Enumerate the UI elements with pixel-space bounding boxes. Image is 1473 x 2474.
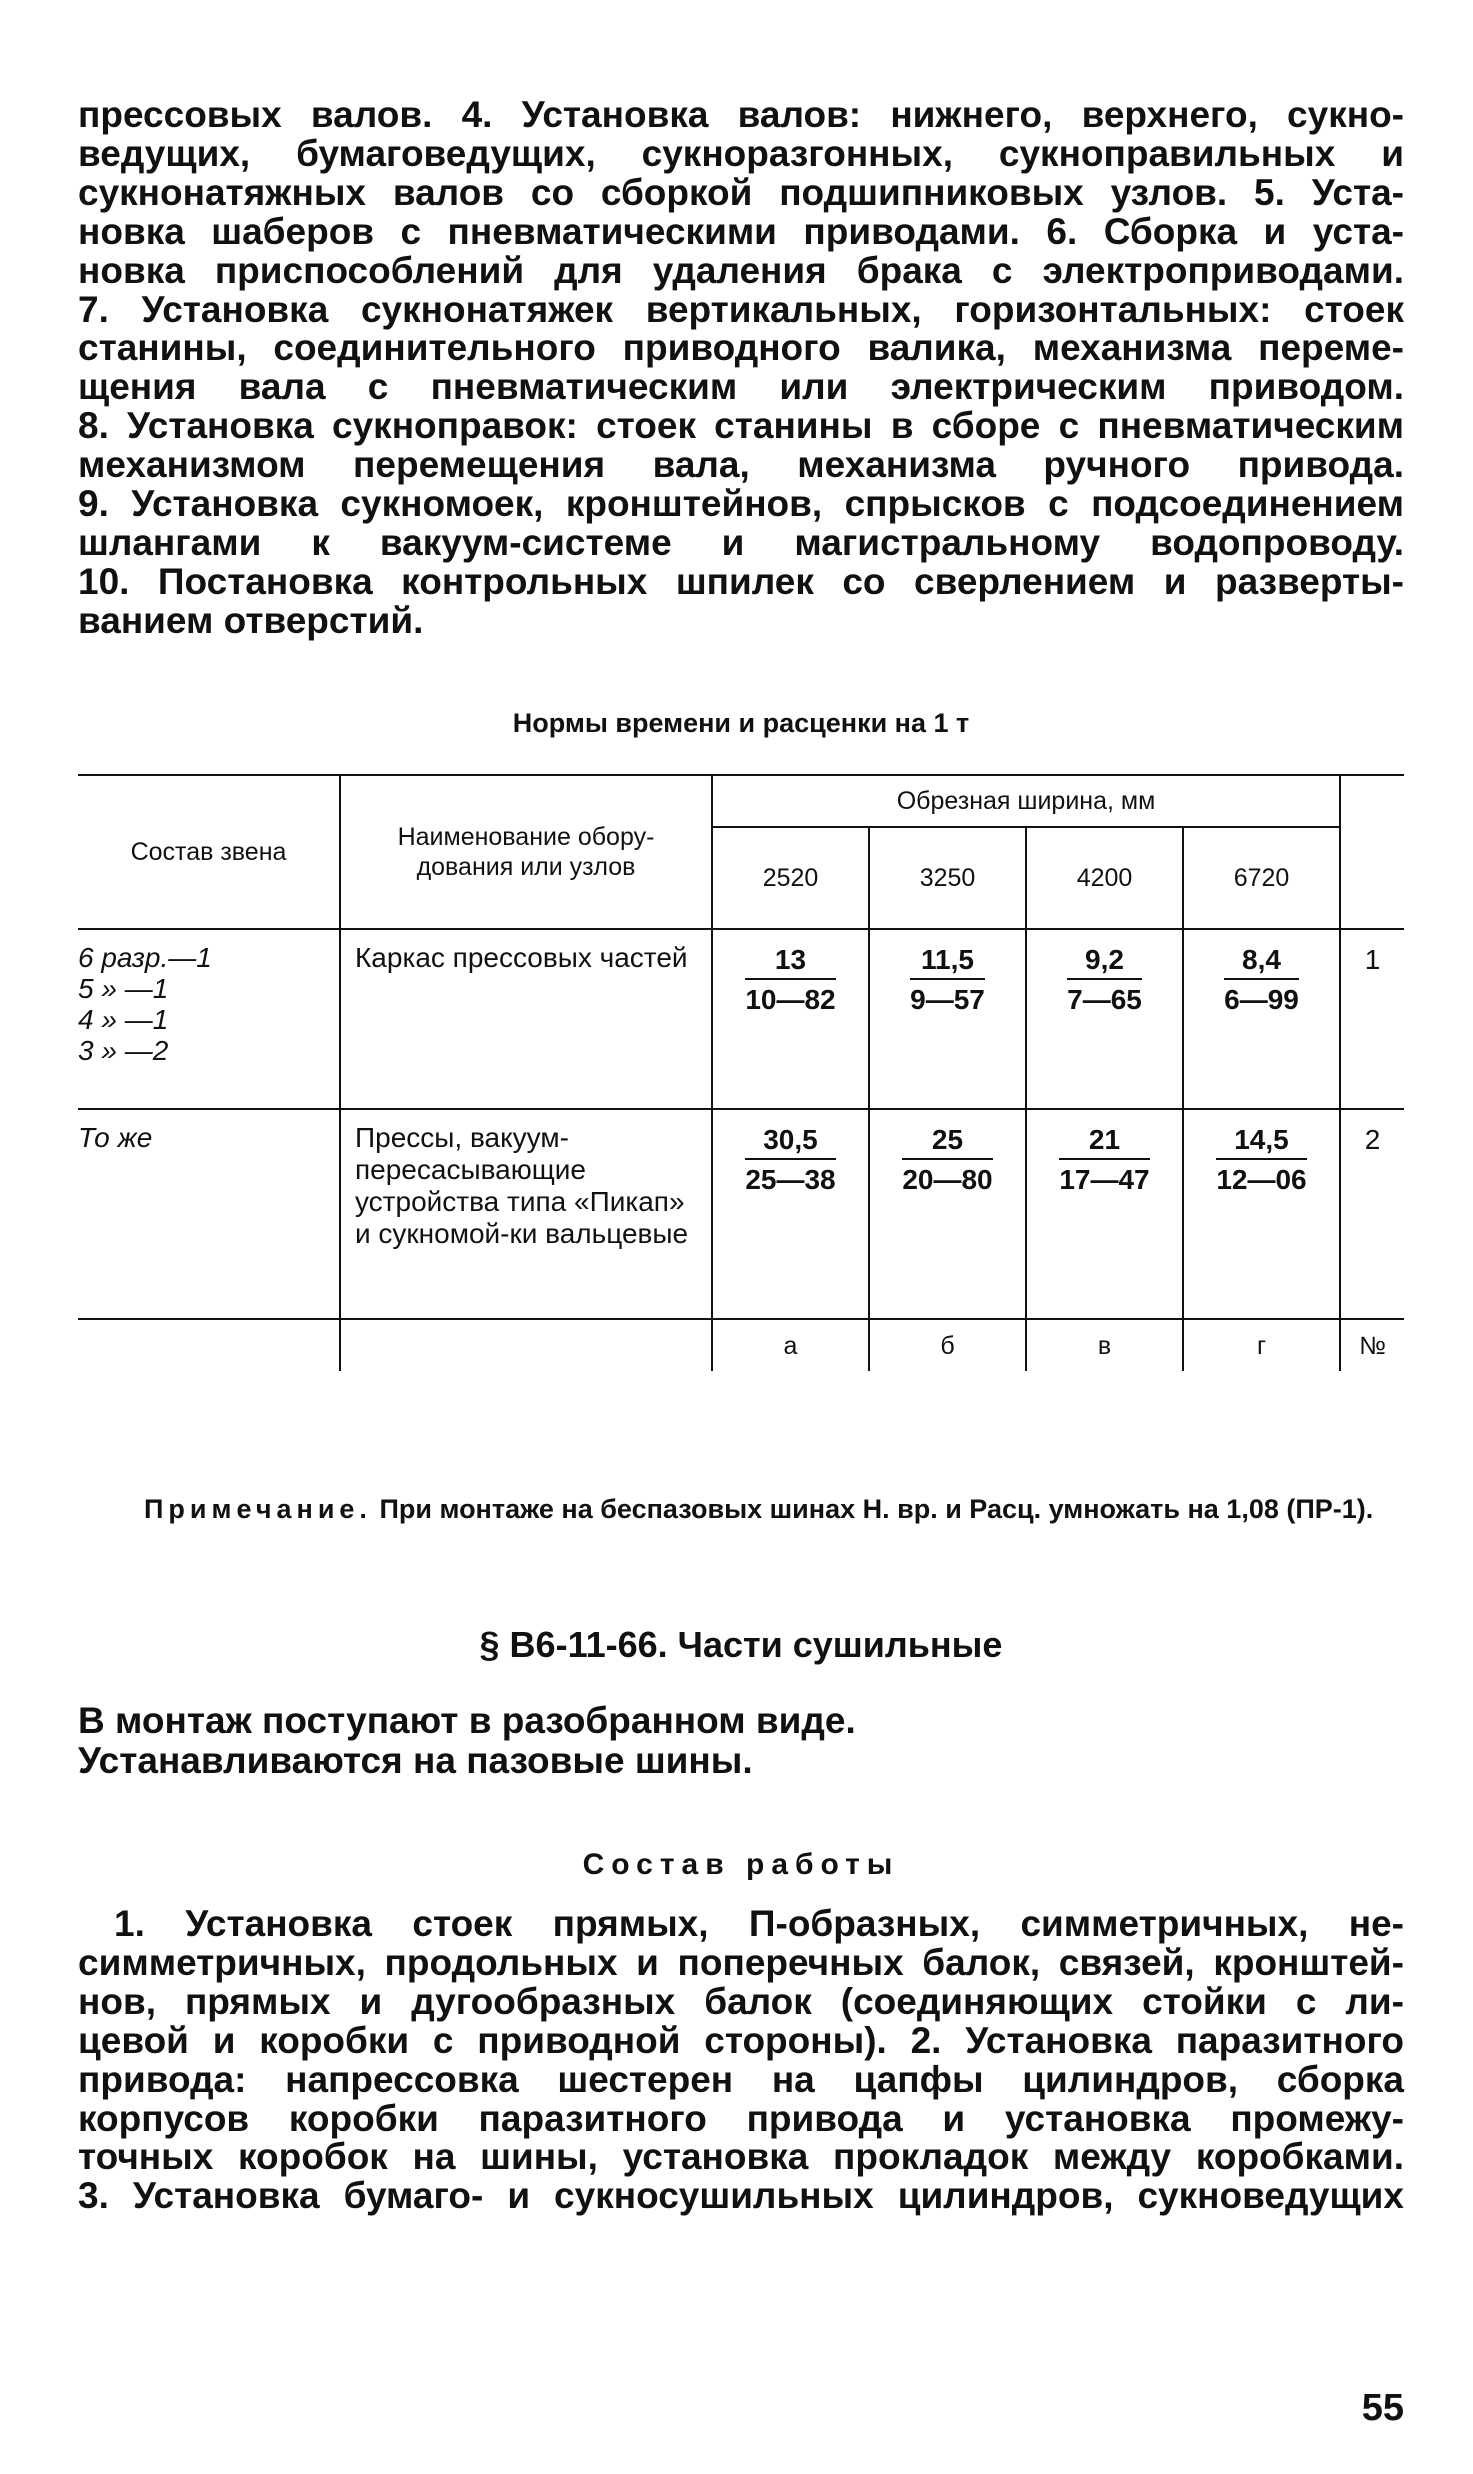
rate-value: 17—47 [1059,1164,1150,1195]
crew-line: То же [78,1122,153,1153]
text-line: 9. Установка сукномоек, кронштейнов, спрысков с подсоединением [78,483,1404,525]
letter-row-blank [340,1319,712,1371]
note-text: При монтаже на беспазовых шинах Н. вр. и Расц. умножать на 1,08 (ПР-1). [379,1494,1374,1524]
table-caption: Нормы времени и расценки на 1 т [512,708,970,738]
rate-value: 6—99 [1224,984,1299,1015]
text-line: корпусов коробки паразитного привода и установка промежу- [78,2097,1404,2139]
text-line: цевой и коробки с приводной стороны). 2. Установка паразитного [78,2019,1404,2061]
text-line: привода: напрессовка шестерен на цапфы цилиндров, сборка [78,2058,1404,2100]
norm-value: 21 [1059,1124,1149,1160]
header-width: 3250 [869,827,1026,929]
page [78,94,1404,2429]
work-subtitle: Состав работы [582,1848,900,1881]
column-letter: г [1183,1319,1340,1371]
header-width: 2520 [712,827,869,929]
text-line: симметричных, продольных и поперечных балок, связей, кронштей- [78,1941,1404,1983]
column-letter: а [712,1319,869,1371]
header-width: 6720 [1183,827,1340,929]
column-letter: в [1026,1319,1183,1371]
row-number: 2 [1340,1109,1404,1319]
top-paragraph [78,96,1404,641]
text-line: механизмом перемещения вала, механизма ручного привода. [78,444,1404,486]
norm-value: 11,5 [910,944,985,980]
letter-row-blank [78,1319,340,1371]
intro-line: Устанавливаются на пазовые шины. [78,1740,753,1781]
header-number-blank [1340,775,1404,929]
text-line: сукнонатяжных валов со сборкой подшипниковых узлов. 5. Уста- [78,171,1404,213]
value-cell [1183,1109,1340,1319]
crew-line: 6 разр.—1 [78,942,212,973]
text-line: 10. Постановка контрольных шпилек со сверлением и разверты- [78,560,1404,602]
intro-line: В монтаж поступают в разобранном виде. [78,1700,856,1741]
note-label: Примечание. [144,1494,372,1524]
crew-line: 3 » —2 [78,1035,169,1066]
text-line: станины, соединительного приводного валика, механизма переме- [78,327,1404,369]
rate-value: 20—80 [902,1164,993,1195]
rate-value: 10—82 [745,984,836,1015]
text-line: ведущих, бумаговедущих, сукноразгонных, сукноправильных и [78,132,1404,174]
crew-cell [78,929,340,1109]
number-sign: № [1359,1331,1386,1360]
header-width-group: Обрезная ширина, мм [712,775,1340,827]
text-line: 7. Установка сукнонатяжек вертикальных, горизонтальных: стоек [78,288,1404,330]
crew-line: 4 » —1 [78,1004,169,1035]
text-line: точных коробок на шины, установка прокладок между коробками. [78,2136,1404,2178]
value-cell [1026,1109,1183,1319]
norm-value: 14,5 [1216,1124,1306,1160]
crew-cell [78,1109,340,1319]
text-line: 1. Установка стоек прямых, П-образных, симметричных, не- [114,1903,1404,1944]
text-line: шлангами к вакуум-системе и магистральному водопроводу. [78,521,1404,563]
norms-table [78,774,1404,1371]
value-cell [1026,929,1183,1109]
norm-value: 8,4 [1224,944,1299,980]
text-line: новка приспособлений для удаления брака с электроприводами. [78,249,1404,291]
value-cell [1183,929,1340,1109]
norm-value: 9,2 [1067,944,1142,980]
work-paragraph [78,1905,1404,2216]
row-number: 1 [1340,929,1404,1109]
text-line: 3. Установка бумаго- и сукносушильных цилиндров, сукноведущих [78,2175,1404,2217]
header-width: 4200 [1026,827,1183,929]
crew-line: 5 » —1 [78,973,169,1004]
text-line: прессовых валов. 4. Установка валов: нижнего, верхнего, сукно- [78,94,1404,135]
header-equipment: Наименование обору-дования или узлов [340,775,712,929]
table-note [78,1494,1404,1525]
rate-value: 12—06 [1216,1164,1307,1195]
equipment-cell: Каркас прессовых частей [340,929,712,1109]
text-line: новка шаберов с пневматическими приводами. 6. Сборка и уста- [78,210,1404,252]
value-cell [712,929,869,1109]
rate-value: 7—65 [1067,984,1142,1015]
header-crew: Состав звена [78,775,340,929]
norm-value: 30,5 [745,1124,835,1160]
rate-value: 9—57 [910,984,985,1015]
text-line: 8. Установка сукноправок: стоек станины в сборе с пневматическим [78,405,1404,447]
column-letter: б [869,1319,1026,1371]
text-line: ванием отверстий. [78,599,424,641]
value-cell [869,1109,1026,1319]
text-line: нов, прямых и дугообразных балок (соединяющих стойки с ли- [78,1980,1404,2022]
value-cell [712,1109,869,1319]
section-intro [78,1701,1404,1781]
rate-value: 25—38 [745,1164,836,1195]
equipment-cell: Прессы, вакуум-пересасывающие устройства типа «Пикап» и сукномой-ки вальцевые [340,1109,712,1319]
norm-value: 25 [902,1124,992,1160]
page-number: 55 [1361,2387,1404,2429]
text-line: щения вала с пневматическим или электрическим приводом. [78,366,1404,408]
norm-value: 13 [745,944,835,980]
section-title: § В6-11-66. Части сушильные [479,1624,1003,1665]
value-cell [869,929,1026,1109]
